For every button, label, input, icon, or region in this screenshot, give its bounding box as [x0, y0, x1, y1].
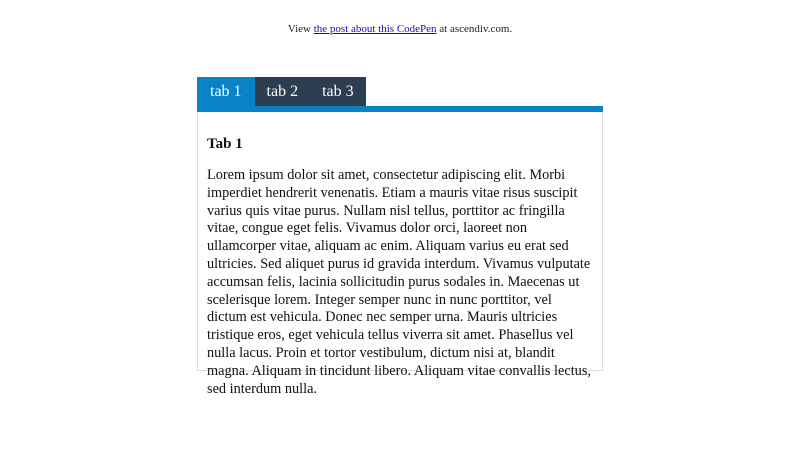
- intro-suffix: at ascendiv.com.: [436, 23, 513, 35]
- panel-body: Lorem ipsum dolor sit amet, consectetur adipiscing elit. Morbi imperdiet hendrerit venenatis. Etiam a mauris vitae risus suscipit varius quis vitae purus. Nullam nisl tellus, porttitor ac fringilla vitae, congue eget felis. Vivamus dolor orci, laoreet non ullamcorper vitae, aliquam ac enim. Aliquam varius eu erat sed ultricies. Sed aliquet purus id gravida interdum. Vivamus vulputate accumsan felis, lacinia sollicitudin purus sodales in. Maecenas ut scelerisque lorem. Integer semper nunc in nunc porttitor, vel dictum est vehicula. Donec nec semper urna. Mauris ultricies tristique eros, eget vehicula tellus viverra sit amet. Phasellus vel nulla lacus. Proin et tortor vestibulum, dictum nisi at, blandit magna. Aliquam in tincidunt libero. Aliquam vitae convallis lectus, sed interdum nulla.: [207, 167, 591, 397]
- tab-3[interactable]: tab 3: [310, 77, 366, 106]
- tab-panel: [197, 112, 603, 397]
- post-link[interactable]: the post about this CodePen: [313, 23, 437, 35]
- tab-2[interactable]: tab 2: [255, 77, 311, 106]
- intro-prefix: View: [287, 23, 314, 35]
- tab-1[interactable]: tab 1: [197, 77, 255, 106]
- tabs-widget: [197, 77, 603, 397]
- tab-list: [197, 77, 603, 106]
- intro-text: [0, 23, 800, 35]
- panel-title: Tab 1: [207, 136, 243, 152]
